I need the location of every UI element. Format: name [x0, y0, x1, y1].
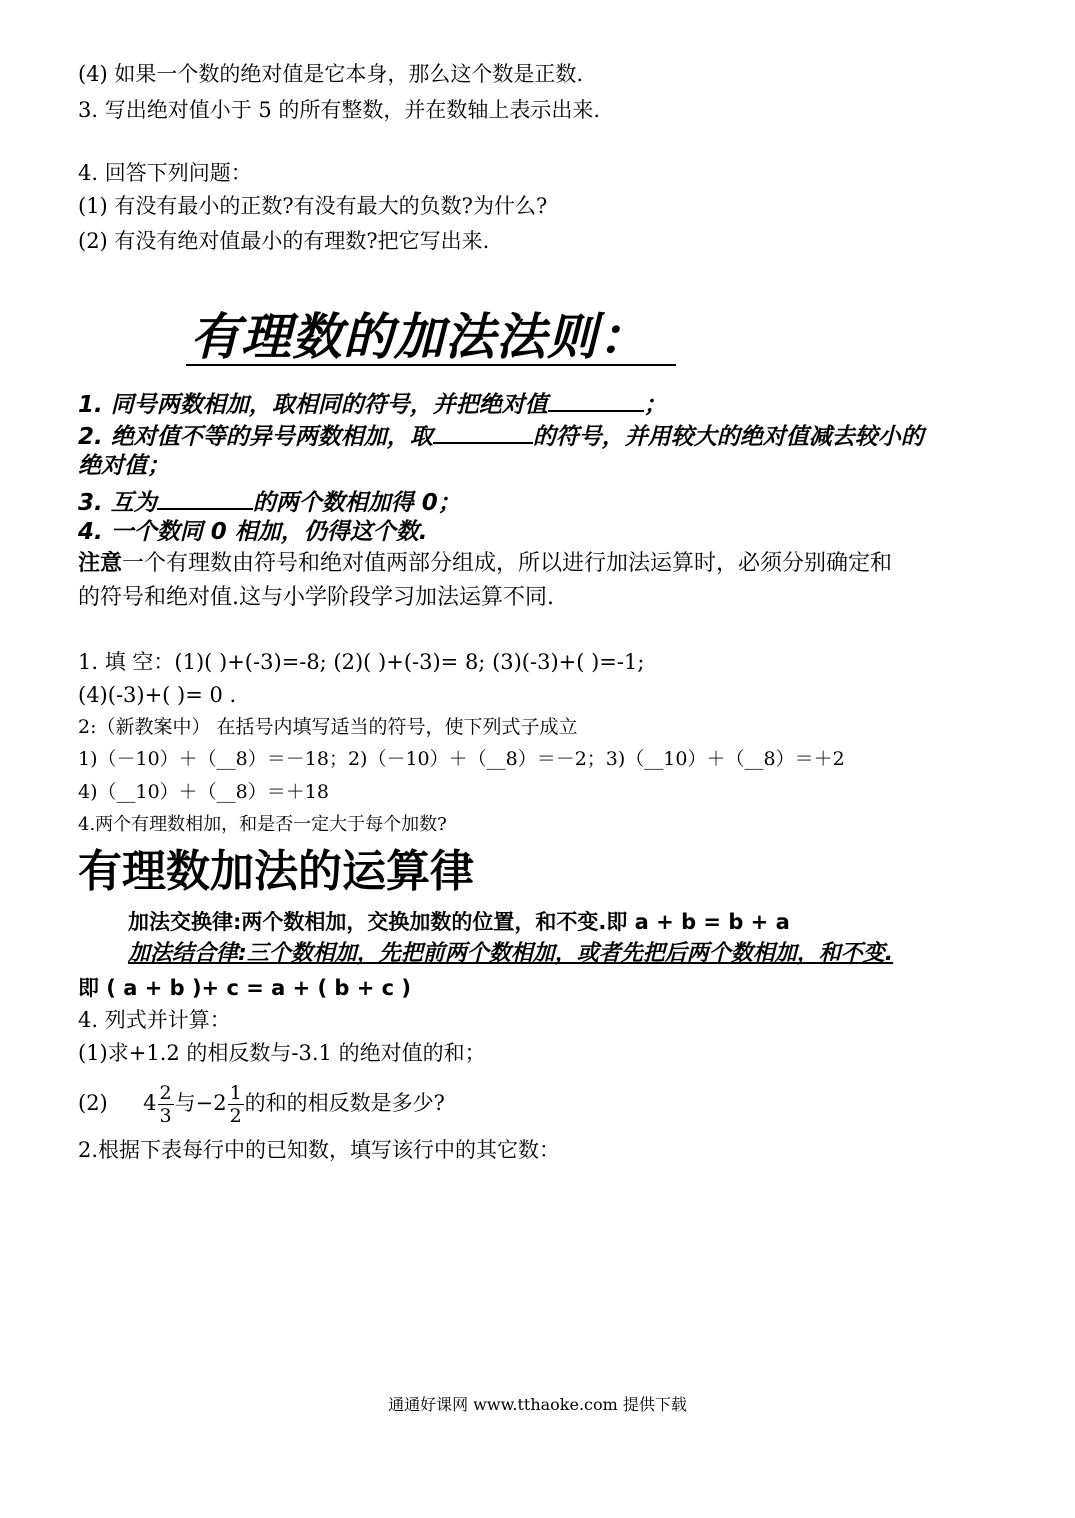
- mixed-number-2-whole: −2: [195, 1091, 227, 1115]
- question-4-heading: 4. 回答下列问题：: [78, 161, 252, 185]
- rule-1-text: 1. 同号两数相加，取相同的符号，并把绝对值: [78, 392, 548, 418]
- rule-2-text-a: 2. 绝对值不等的异号两数相加，取: [78, 424, 433, 450]
- question-sum-greater: 4.两个有理数相加，和是否一定大于每个加数?: [78, 814, 447, 835]
- calc-question-2: [78, 1082, 445, 1127]
- mixed-number-1-whole: 4: [143, 1091, 157, 1115]
- calc-conj: 与: [174, 1091, 196, 1115]
- associative-formula: 即 ( a + b )+ c = a + ( b + c ): [78, 976, 412, 1000]
- fill-blank-1-4: (4)(-3)+( )= 0 .: [78, 683, 237, 707]
- title-underline: [186, 364, 676, 366]
- question-4-2: (2) 有没有绝对值最小的有理数?把它写出来.: [78, 229, 490, 253]
- rule-1-end: ；: [643, 392, 667, 418]
- fraction-1-2-denominator: 2: [229, 1105, 242, 1127]
- rule-1-blank: [548, 388, 644, 412]
- rule-2-blank: [433, 420, 533, 444]
- rule-3-blank: [157, 486, 253, 510]
- footer-credit: 通通好课网 www.tthaoke.com 提供下载: [388, 1395, 687, 1414]
- note-text-1: 一个有理数由符号和绝对值两部分组成，所以进行加法运算时，必须分别确定和: [122, 551, 893, 576]
- rule-2-text-b: 的符号，并用较大的绝对值减去较小的: [532, 424, 924, 450]
- note-line-1: [78, 550, 892, 578]
- fraction-1-2: [228, 1082, 244, 1127]
- fill-signs-1-3: 1)（－10）＋（__8）＝－18；2)（－10）＋（__8）＝－2；3)（__10）＋（__8）＝＋2: [78, 748, 845, 770]
- rule-3-text-a: 3. 互为: [78, 490, 157, 516]
- calc-heading: 4. 列式并计算：: [78, 1008, 231, 1032]
- associative-law: 加法结合律:三个数相加，先把前两个数相加，或者先把后两个数相加，和不变.: [128, 941, 894, 966]
- calc-q2-tail: 的和的相反数是多少?: [244, 1091, 445, 1115]
- fill-blank-1: 1. 填 空：(1)( )+(-3)=-8; (2)( )+(-3)= 8; (3)(-3)+( )=-1;: [78, 650, 645, 674]
- rule-1: [78, 388, 667, 419]
- rule-2: [78, 420, 924, 451]
- table-instruction: 2.根据下表每行中的已知数，填写该行中的其它数：: [78, 1138, 561, 1162]
- rule-2-cont: 绝对值；: [78, 453, 170, 479]
- rule-4: 4. 一个数同 0 相加，仍得这个数.: [78, 519, 428, 545]
- addition-rules-title: 有理数的加法法则：: [190, 308, 649, 366]
- fraction-2-3-numerator: 2: [159, 1082, 172, 1104]
- addition-laws-title: 有理数加法的运算律: [78, 846, 474, 897]
- note-line-2: 的符号和绝对值.这与小学阶段学习加法运算不同.: [78, 585, 554, 610]
- note-label: 注意: [78, 551, 123, 576]
- rule-3: [78, 486, 461, 517]
- fill-signs-4: 4)（__10）＋（__8）＝＋18: [78, 781, 329, 803]
- calc-question-1: (1)求+1.2 的相反数与-3.1 的绝对值的和；: [78, 1041, 486, 1065]
- fraction-1-2-numerator: 1: [229, 1082, 242, 1104]
- rule-3-text-b: 的两个数相加得 0；: [252, 490, 461, 516]
- fraction-2-3-denominator: 3: [159, 1105, 172, 1127]
- fill-signs-heading: 2:（新教案中） 在括号内填写适当的符号，使下列式子成立: [78, 716, 578, 738]
- calc-q2-label: (2): [78, 1091, 108, 1115]
- commutative-law: 加法交换律:两个数相加，交换加数的位置，和不变.即 a + b = b + a: [128, 910, 790, 934]
- question-3: 3. 写出绝对值小于 5 的所有整数，并在数轴上表示出来.: [78, 98, 601, 122]
- fraction-2-3: [158, 1082, 174, 1127]
- question-4-1: (1) 有没有最小的正数?有没有最大的负数?为什么?: [78, 194, 548, 218]
- question-4-4: (4) 如果一个数的绝对值是它本身，那么这个数是正数.: [78, 62, 584, 86]
